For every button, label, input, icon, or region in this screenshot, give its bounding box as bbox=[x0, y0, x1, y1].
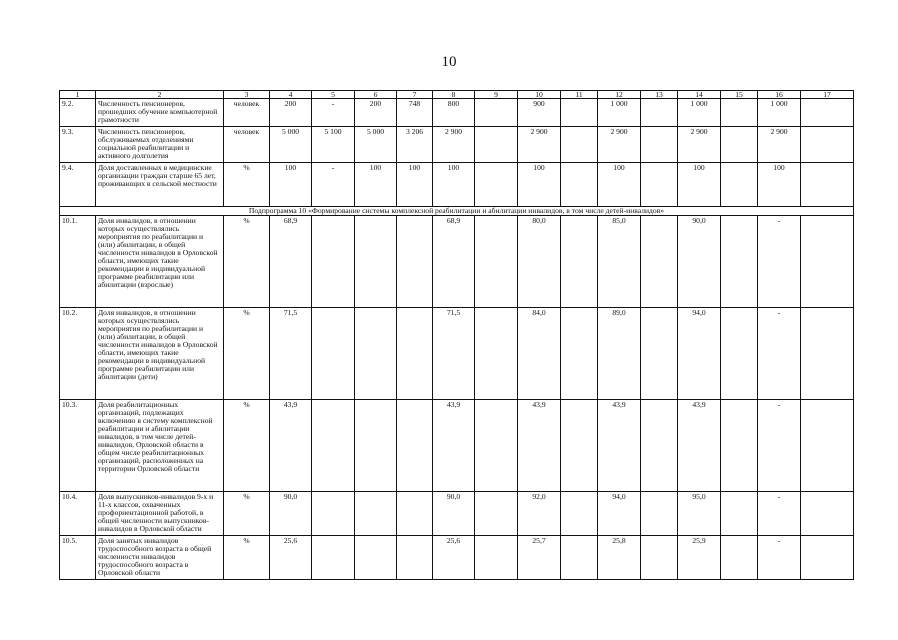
value-cell bbox=[397, 216, 433, 308]
value-cell: 2 900 bbox=[598, 127, 641, 163]
value-cell bbox=[397, 492, 433, 536]
row-number: 10.3. bbox=[60, 400, 96, 492]
unit: % bbox=[224, 400, 270, 492]
value-cell bbox=[312, 492, 355, 536]
indicator-name: Доля занятых инвалидов трудоспособного возраста в общей численности инвалидов трудоспособного возраста в Орловской области bbox=[96, 536, 224, 580]
value-cell: 800 bbox=[433, 99, 475, 127]
value-cell: 25,9 bbox=[678, 536, 721, 580]
value-cell: 3 206 bbox=[397, 127, 433, 163]
value-cell: 5 000 bbox=[355, 127, 397, 163]
page-number: 10 bbox=[441, 54, 457, 70]
value-cell bbox=[312, 216, 355, 308]
value-cell bbox=[355, 216, 397, 308]
table-row bbox=[60, 536, 854, 580]
value-cell bbox=[355, 492, 397, 536]
value-cell: 100 bbox=[758, 163, 801, 207]
value-cell: 100 bbox=[270, 163, 312, 207]
value-cell: 25,6 bbox=[433, 536, 475, 580]
value-cell bbox=[721, 492, 758, 536]
value-cell bbox=[475, 99, 518, 127]
value-cell: 200 bbox=[270, 99, 312, 127]
unit: % bbox=[224, 308, 270, 400]
value-cell: - bbox=[312, 163, 355, 207]
value-cell: 5 000 bbox=[270, 127, 312, 163]
value-cell: 100 bbox=[355, 163, 397, 207]
column-number: 5 bbox=[312, 91, 355, 99]
value-cell bbox=[475, 216, 518, 308]
value-cell bbox=[801, 216, 854, 308]
column-number: 2 bbox=[96, 91, 224, 99]
value-cell bbox=[561, 400, 598, 492]
value-cell: 92,0 bbox=[518, 492, 561, 536]
indicator-name: Доля выпускников-инвалидов 9-х и 11-х классов, охваченных профориентационной работой, в общей численности выпускников-инвалидов в Орловской области bbox=[96, 492, 224, 536]
indicator-name: Доля инвалидов, в отношении которых осуществлялись мероприятия по реабилитации и (или) абилитации, в общей численности инвалидов в Орловской области, имеющих такие рекомендации в индивидуальной программе реабилитации или абилитации (взрослые) bbox=[96, 216, 224, 308]
table-row bbox=[60, 308, 854, 400]
unit: % bbox=[224, 216, 270, 308]
value-cell: 71,5 bbox=[433, 308, 475, 400]
value-cell: 94,0 bbox=[598, 492, 641, 536]
value-cell bbox=[801, 400, 854, 492]
value-cell: 80,0 bbox=[518, 216, 561, 308]
subprogram-row bbox=[60, 207, 854, 216]
value-cell: 68,9 bbox=[270, 216, 312, 308]
value-cell: 2 900 bbox=[518, 127, 561, 163]
column-number: 15 bbox=[721, 91, 758, 99]
value-cell bbox=[312, 308, 355, 400]
value-cell bbox=[312, 400, 355, 492]
value-cell bbox=[641, 400, 678, 492]
value-cell bbox=[721, 536, 758, 580]
value-cell: - bbox=[758, 216, 801, 308]
value-cell: 25,7 bbox=[518, 536, 561, 580]
value-cell bbox=[397, 308, 433, 400]
value-cell bbox=[801, 99, 854, 127]
value-cell bbox=[355, 400, 397, 492]
column-number: 6 bbox=[355, 91, 397, 99]
indicators-table bbox=[59, 90, 854, 580]
value-cell bbox=[312, 536, 355, 580]
value-cell bbox=[641, 99, 678, 127]
row-number: 10.5. bbox=[60, 536, 96, 580]
column-number: 11 bbox=[561, 91, 598, 99]
row-number: 9.4. bbox=[60, 163, 96, 207]
value-cell bbox=[641, 492, 678, 536]
value-cell bbox=[561, 492, 598, 536]
value-cell: 95,0 bbox=[678, 492, 721, 536]
value-cell: 2 900 bbox=[433, 127, 475, 163]
unit: % bbox=[224, 536, 270, 580]
value-cell: 90,0 bbox=[433, 492, 475, 536]
value-cell: - bbox=[758, 400, 801, 492]
value-cell: - bbox=[312, 99, 355, 127]
value-cell bbox=[561, 99, 598, 127]
value-cell: 85,0 bbox=[598, 216, 641, 308]
indicator-name: Доля доставленных в медицинские организации граждан старше 65 лет, проживающих в сельской местности bbox=[96, 163, 224, 207]
row-number: 9.2. bbox=[60, 99, 96, 127]
value-cell: 43,9 bbox=[270, 400, 312, 492]
table-row bbox=[60, 163, 854, 207]
value-cell: 84,0 bbox=[518, 308, 561, 400]
value-cell bbox=[721, 163, 758, 207]
value-cell bbox=[355, 536, 397, 580]
value-cell: 43,9 bbox=[518, 400, 561, 492]
value-cell: 1 000 bbox=[758, 99, 801, 127]
row-number: 10.1. bbox=[60, 216, 96, 308]
unit: % bbox=[224, 492, 270, 536]
value-cell bbox=[721, 99, 758, 127]
value-cell: 25,8 bbox=[598, 536, 641, 580]
value-cell bbox=[801, 536, 854, 580]
value-cell: 900 bbox=[518, 99, 561, 127]
column-number: 17 bbox=[801, 91, 854, 99]
value-cell: - bbox=[758, 536, 801, 580]
row-number: 10.2. bbox=[60, 308, 96, 400]
column-number: 1 bbox=[60, 91, 96, 99]
value-cell: 90,0 bbox=[678, 216, 721, 308]
row-number: 10.4. bbox=[60, 492, 96, 536]
value-cell bbox=[475, 400, 518, 492]
value-cell: 100 bbox=[598, 163, 641, 207]
value-cell: 748 bbox=[397, 99, 433, 127]
indicator-name: Доля реабилитационных организаций, подлежащих включению в систему комплексной реабилитации и абилитации инвалидов, в том числе детей-инвалидов, Орловской области в общем числе реабилитационных организаций, расположенных на территории Орловской области bbox=[96, 400, 224, 492]
value-cell bbox=[475, 308, 518, 400]
value-cell bbox=[475, 492, 518, 536]
value-cell: - bbox=[758, 492, 801, 536]
value-cell: 68,9 bbox=[433, 216, 475, 308]
value-cell bbox=[355, 308, 397, 400]
unit: человек bbox=[224, 99, 270, 127]
value-cell bbox=[641, 163, 678, 207]
value-cell bbox=[641, 308, 678, 400]
column-number: 14 bbox=[678, 91, 721, 99]
value-cell: 94,0 bbox=[678, 308, 721, 400]
value-cell: 2 900 bbox=[678, 127, 721, 163]
value-cell: - bbox=[758, 308, 801, 400]
indicator-name: Доля инвалидов, в отношении которых осуществлялись мероприятия по реабилитации и (или) абилитации, в общей численности инвалидов в Орловской области, имеющих такие рекомендации в индивидуальной программе реабилитации или абилитации (дети) bbox=[96, 308, 224, 400]
subprogram-title: Подпрограмма 10 «Формирование системы комплексной реабилитации и абилитации инвалидов, в том числе детей-инвалидов» bbox=[60, 207, 854, 216]
indicator-name: Численность пенсионеров, прошедших обучение компьютерной грамотности bbox=[96, 99, 224, 127]
table-row bbox=[60, 127, 854, 163]
unit: % bbox=[224, 163, 270, 207]
column-number: 13 bbox=[641, 91, 678, 99]
value-cell bbox=[801, 127, 854, 163]
value-cell: 89,0 bbox=[598, 308, 641, 400]
column-number: 8 bbox=[433, 91, 475, 99]
value-cell: 100 bbox=[678, 163, 721, 207]
value-cell: 43,9 bbox=[598, 400, 641, 492]
value-cell: 100 bbox=[397, 163, 433, 207]
value-cell: 43,9 bbox=[678, 400, 721, 492]
value-cell: 1 000 bbox=[598, 99, 641, 127]
value-cell bbox=[397, 400, 433, 492]
value-cell bbox=[561, 308, 598, 400]
value-cell bbox=[475, 536, 518, 580]
value-cell bbox=[801, 308, 854, 400]
indicator-name: Численность пенсионеров, обслуживаемых отделениями социальной реабилитации и активного долголетия bbox=[96, 127, 224, 163]
column-number: 3 bbox=[224, 91, 270, 99]
column-number: 7 bbox=[397, 91, 433, 99]
value-cell bbox=[641, 216, 678, 308]
value-cell: 2 900 bbox=[758, 127, 801, 163]
value-cell bbox=[561, 127, 598, 163]
value-cell: 25,6 bbox=[270, 536, 312, 580]
row-number: 9.3. bbox=[60, 127, 96, 163]
value-cell: 43,9 bbox=[433, 400, 475, 492]
value-cell bbox=[397, 536, 433, 580]
value-cell: 200 bbox=[355, 99, 397, 127]
table-row bbox=[60, 400, 854, 492]
column-number: 12 bbox=[598, 91, 641, 99]
unit: человек bbox=[224, 127, 270, 163]
value-cell: 71,5 bbox=[270, 308, 312, 400]
value-cell bbox=[721, 216, 758, 308]
value-cell: 100 bbox=[433, 163, 475, 207]
table-row bbox=[60, 99, 854, 127]
value-cell bbox=[475, 127, 518, 163]
value-cell bbox=[721, 400, 758, 492]
value-cell bbox=[561, 536, 598, 580]
column-number: 9 bbox=[475, 91, 518, 99]
column-number: 4 bbox=[270, 91, 312, 99]
column-number: 16 bbox=[758, 91, 801, 99]
column-number: 10 bbox=[518, 91, 561, 99]
value-cell bbox=[721, 308, 758, 400]
value-cell bbox=[641, 536, 678, 580]
table-row bbox=[60, 492, 854, 536]
value-cell bbox=[801, 492, 854, 536]
column-number-row bbox=[60, 91, 854, 99]
value-cell: 1 000 bbox=[678, 99, 721, 127]
table-row bbox=[60, 216, 854, 308]
value-cell bbox=[721, 127, 758, 163]
value-cell: 5 100 bbox=[312, 127, 355, 163]
value-cell: 90,0 bbox=[270, 492, 312, 536]
value-cell: 100 bbox=[518, 163, 561, 207]
value-cell bbox=[561, 163, 598, 207]
value-cell bbox=[475, 163, 518, 207]
value-cell bbox=[801, 163, 854, 207]
value-cell bbox=[561, 216, 598, 308]
value-cell bbox=[641, 127, 678, 163]
